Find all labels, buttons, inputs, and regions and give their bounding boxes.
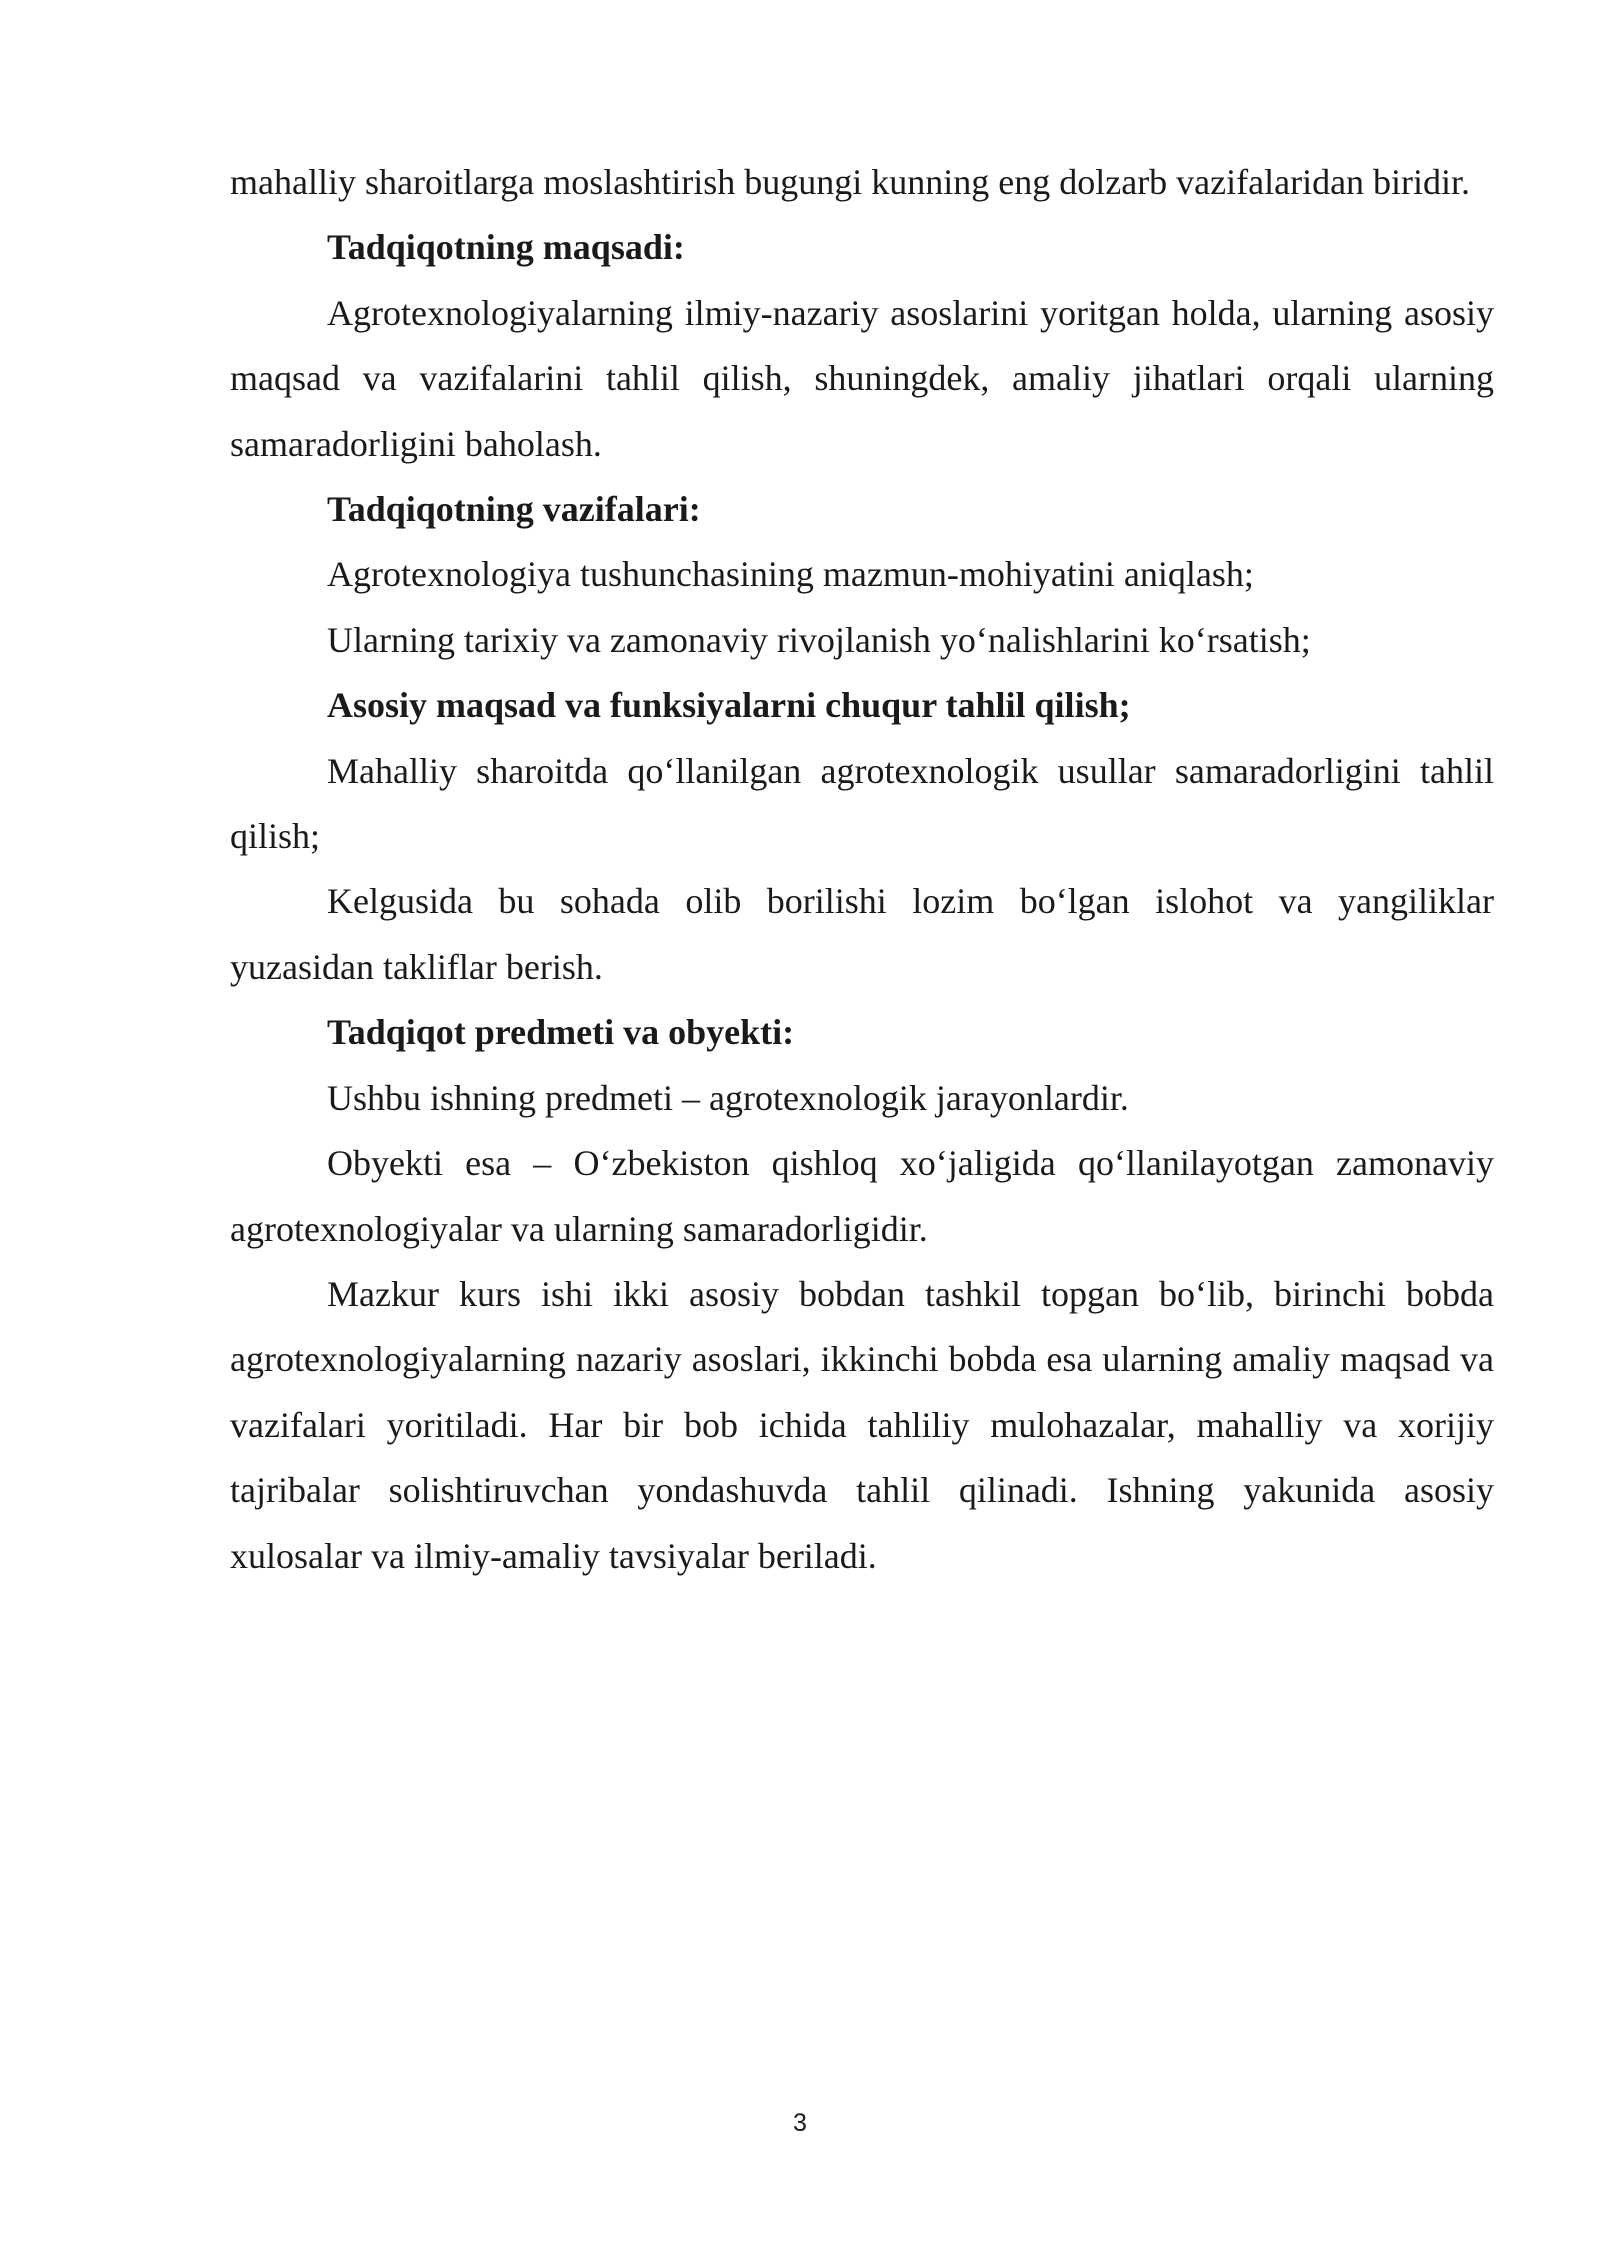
paragraph-intro-continuation: mahalliy sharoitlarga moslashtirish bugungi kunning eng dolzarb vazifalaridan biridir. bbox=[230, 162, 1471, 202]
task-item-2: Ularning tarixiy va zamonaviy rivojlanish yo‘nalishlarini ko‘rsatish; bbox=[327, 619, 1311, 660]
heading-subject-object: Tadqiqot predmeti va obyekti: bbox=[327, 1012, 795, 1053]
paragraph-research-goal: Agrotexnologiyalarning ilmiy-nazariy asoslarini yoritgan holda, ularning asosiy maqsad va vazifalarini tahlil qilish, shuningdek, amaliy jihatlari orqali ularning samaradorligini baholash. bbox=[230, 292, 1494, 464]
page-number: 3 bbox=[793, 2109, 807, 2137]
task-item-3: Asosiy maqsad va funksiyalarni chuqur tahlil qilish; bbox=[327, 685, 1131, 726]
heading-research-goal: Tadqiqotning maqsadi: bbox=[327, 227, 685, 268]
heading-research-tasks: Tadqiqotning vazifalari: bbox=[327, 489, 701, 530]
paragraph-structure: Mazkur kurs ishi ikki asosiy bobdan tashkil topgan bo‘lib, birinchi bobda agrotexnologiyalarning nazariy asoslari, ikkinchi bobda esa ularning amaliy maqsad va vazifalari yoritiladi. Har bir bob ichida tahliliy mulohazalar, mahalliy va xorijiy tajribalar solishtiruvchan yondashuvda tahlil qilinadi. Ishning yakunida asosiy xulosalar va ilmiy-amaliy tavsiyalar beriladi. bbox=[230, 1273, 1494, 1576]
task-item-1: Agrotexnologiya tushunchasining mazmun-mohiyatini aniqlash; bbox=[327, 554, 1254, 595]
page-body bbox=[230, 150, 1494, 1589]
paragraph-object: Obyekti esa – O‘zbekiston qishloq xo‘jaligida qo‘llanilayotgan zamonaviy agrotexnologiyalar va ularning samaradorligidir. bbox=[230, 1143, 1494, 1249]
task-item-5: Kelgusida bu sohada olib borilishi lozim bo‘lgan islohot va yangiliklar yuzasidan takliflar berish. bbox=[230, 881, 1494, 987]
paragraph-subject: Ushbu ishning predmeti – agrotexnologik jarayonlardir. bbox=[327, 1077, 1129, 1118]
task-item-4: Mahalliy sharoitda qo‘llanilgan agrotexnologik usullar samaradorligini tahlil qilish; bbox=[230, 750, 1494, 857]
